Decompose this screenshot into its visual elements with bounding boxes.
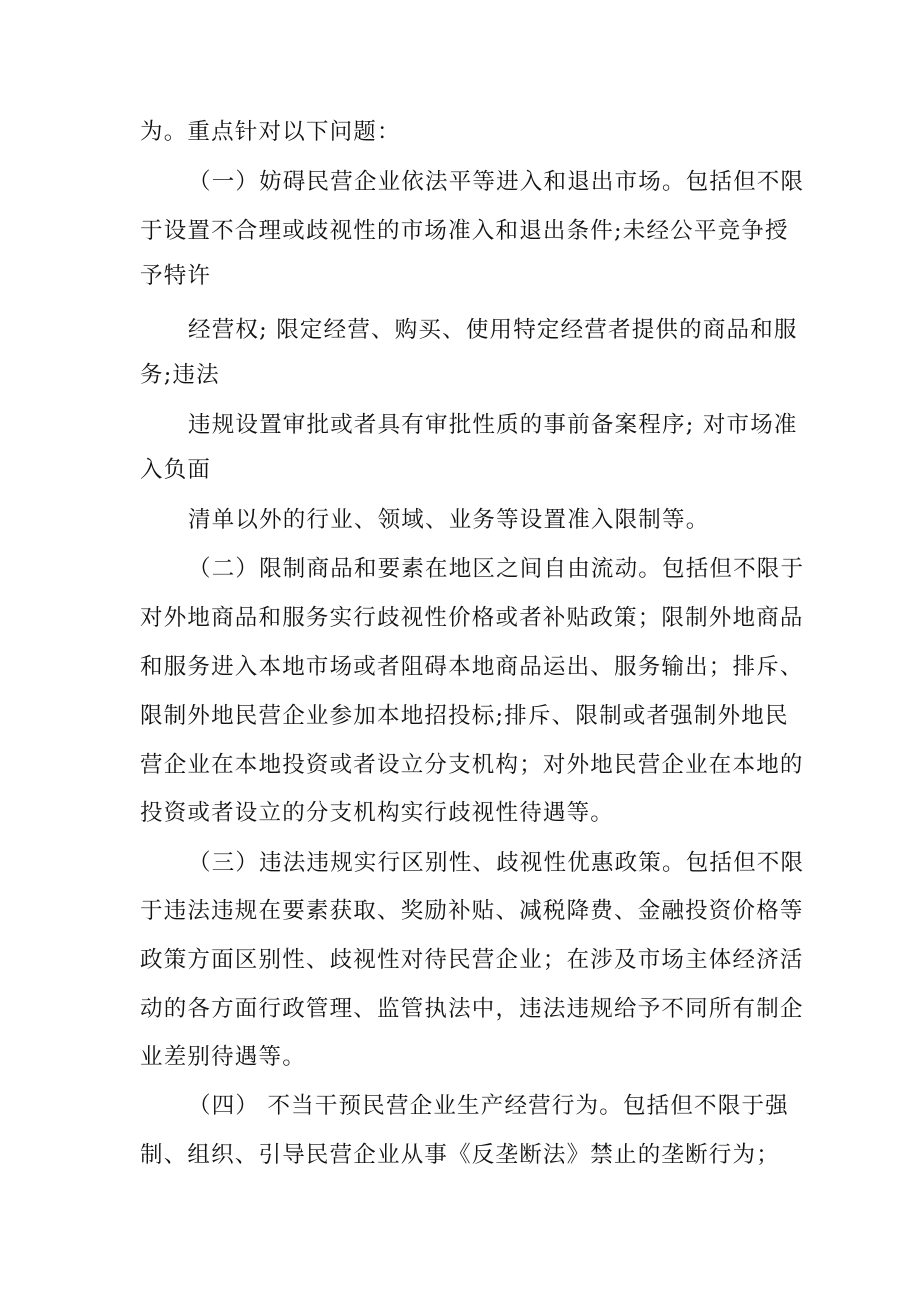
text-line: 营企业在本地投资或者设立分支机构；对外地民营企业在本地的 [140, 752, 804, 778]
text-line: 经营权; 限定经营、购买、使用特定经营者提供的商品和服 [188, 317, 798, 343]
text-line: （一）妨碍民营企业依法平等进入和退出市场。包括但不限 [188, 169, 805, 195]
text-line: 予特许 [140, 263, 212, 289]
text-line: 投资或者设立的分支机构实行歧视性待遇等。 [140, 800, 615, 826]
text-line: 为。重点针对以下问题： [140, 119, 401, 145]
text-line: 和服务进入本地市场或者阻碍本地商品运出、服务输出；排斥、 [140, 654, 804, 680]
text-line: 动的各方面行政管理、监管执法中，违法违规给予不同所有制企 [140, 996, 804, 1022]
text-line: 清单以外的行业、领域、业务等设置准入限制等。 [188, 507, 710, 533]
text-line: 政策方面区别性、歧视性对待民营企业；在涉及市场主体经济活 [140, 947, 804, 973]
text-line: 入负面 [140, 457, 212, 483]
text-line: 务;违法 [140, 362, 220, 388]
text-line: 制、组织、引导民营企业从事《反垄断法》禁止的垄断行为； [140, 1142, 780, 1168]
text-line: 违规设置审批或者具有审批性质的事前备案程序; 对市场准 [188, 412, 798, 438]
text-line: 业差别待遇等。 [140, 1044, 306, 1070]
text-line: 对外地商品和服务实行歧视性价格或者补贴政策；限制外地商品 [140, 605, 804, 631]
text-line: 于违法违规在要素获取、奖励补贴、减税降费、金融投资价格等 [140, 898, 804, 924]
text-line: （三）违法违规实行区别性、歧视性优惠政策。包括但不限 [188, 850, 805, 876]
text-line: （四） 不当干预民营企业生产经营行为。包括但不限于强 [188, 1093, 789, 1119]
text-line: 限制外地民营企业参加本地招投标;排斥、限制或者强制外地民 [140, 703, 789, 729]
text-line: （二）限制商品和要素在地区之间自由流动。包括但不限于 [188, 556, 805, 582]
text-line: 于设置不合理或歧视性的市场准入和退出条件;未经公平竞争授 [140, 218, 789, 244]
